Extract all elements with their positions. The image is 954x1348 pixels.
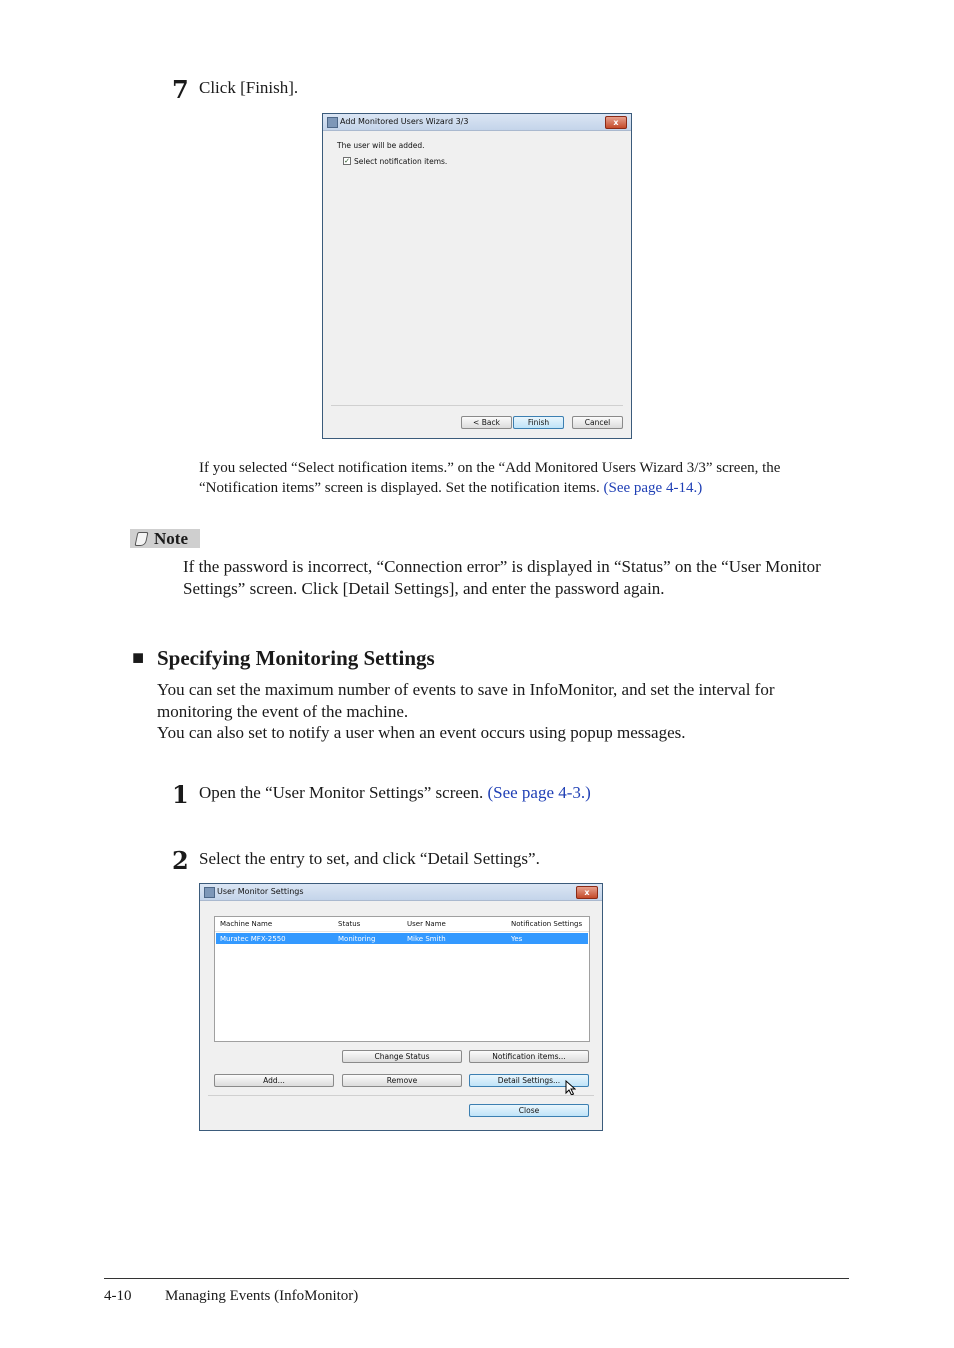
- notification-items-button[interactable]: Notification items...: [469, 1050, 589, 1063]
- step-number-7: 7: [172, 75, 189, 104]
- close-icon[interactable]: x: [605, 116, 627, 129]
- step-number-2: 2: [172, 846, 189, 875]
- ums-title: User Monitor Settings: [217, 887, 304, 896]
- select-notification-checkbox[interactable]: ✓: [344, 157, 350, 165]
- cell-user-name: Mike Smith: [407, 935, 446, 943]
- section-heading: Specifying Monitoring Settings: [157, 646, 435, 670]
- back-button[interactable]: < Back: [461, 416, 512, 429]
- app-icon: [327, 117, 338, 128]
- close-icon[interactable]: x: [576, 886, 598, 899]
- detail-settings-button[interactable]: Detail Settings...: [469, 1074, 589, 1087]
- user-monitor-settings-dialog: [199, 883, 603, 1131]
- table-row[interactable]: [216, 933, 588, 944]
- section-paragraph-2: You can also set to notify a user when an event occurs using popup messages.: [157, 723, 686, 742]
- change-status-button[interactable]: Change Status: [342, 1050, 462, 1063]
- column-user-name[interactable]: User Name: [407, 920, 446, 928]
- wizard-title: Add Monitored Users Wizard 3/3: [340, 117, 469, 126]
- select-notification-label: Select notification items.: [354, 157, 448, 166]
- ums-divider: [208, 1095, 594, 1096]
- step-1-text: Open the “User Monitor Settings” screen.: [199, 783, 488, 802]
- note-badge: [130, 529, 200, 548]
- pencil-icon: [135, 532, 149, 546]
- wizard-dialog: [322, 113, 632, 439]
- step-7-text: Click [Finish].: [199, 78, 299, 97]
- column-machine-name[interactable]: Machine Name: [220, 920, 273, 928]
- finish-button[interactable]: Finish: [513, 416, 564, 429]
- footer-title: Managing Events (InfoMonitor): [165, 1288, 359, 1304]
- step-7-description: [199, 458, 859, 498]
- column-notification-settings[interactable]: Notification Settings: [511, 920, 583, 928]
- step-2-text: Select the entry to set, and click “Detail Settings”.: [199, 849, 540, 868]
- footer-rule: [104, 1278, 849, 1279]
- cell-notification-settings: Yes: [511, 935, 523, 943]
- wizard-divider: [331, 405, 623, 406]
- note-text: If the password is incorrect, “Connection error” is displayed in “Status” on the “User Monitor Settings” screen. Click [Detail Settings], and enter the password again.: [183, 557, 821, 598]
- remove-button[interactable]: Remove: [342, 1074, 462, 1087]
- list-header: [215, 917, 589, 932]
- cell-status: Monitoring: [338, 935, 376, 943]
- close-button[interactable]: Close: [469, 1104, 589, 1117]
- app-icon: [204, 887, 215, 898]
- wizard-message: The user will be added.: [337, 141, 425, 150]
- user-list-view[interactable]: [214, 916, 590, 1042]
- ums-titlebar: [200, 884, 602, 901]
- step-1-line: [199, 783, 591, 803]
- add-button[interactable]: Add...: [214, 1074, 334, 1087]
- wizard-titlebar: [323, 114, 631, 131]
- step-number-1: 1: [172, 780, 189, 809]
- mouse-cursor-icon: [565, 1080, 576, 1096]
- section-paragraph-1: You can set the maximum number of events to save in InfoMonitor, and set the interval for monitoring the event of the machine.: [157, 680, 775, 721]
- page-number: 4-10: [104, 1288, 132, 1304]
- cancel-button[interactable]: Cancel: [572, 416, 623, 429]
- note-label: Note: [154, 529, 188, 548]
- cell-machine-name: Muratec MFX-2550: [220, 935, 286, 943]
- see-page-4-14-link[interactable]: (See page 4-14.): [603, 480, 703, 496]
- see-page-4-3-link[interactable]: (See page 4-3.): [487, 783, 591, 802]
- column-status[interactable]: Status: [338, 920, 361, 928]
- section-bullet: ■: [132, 647, 145, 669]
- step-7-description-text: If you selected “Select notification items.” on the “Add Monitored Users Wizard 3/3” screen, the “Notification items” screen is displayed. Set the notification items.: [199, 460, 781, 496]
